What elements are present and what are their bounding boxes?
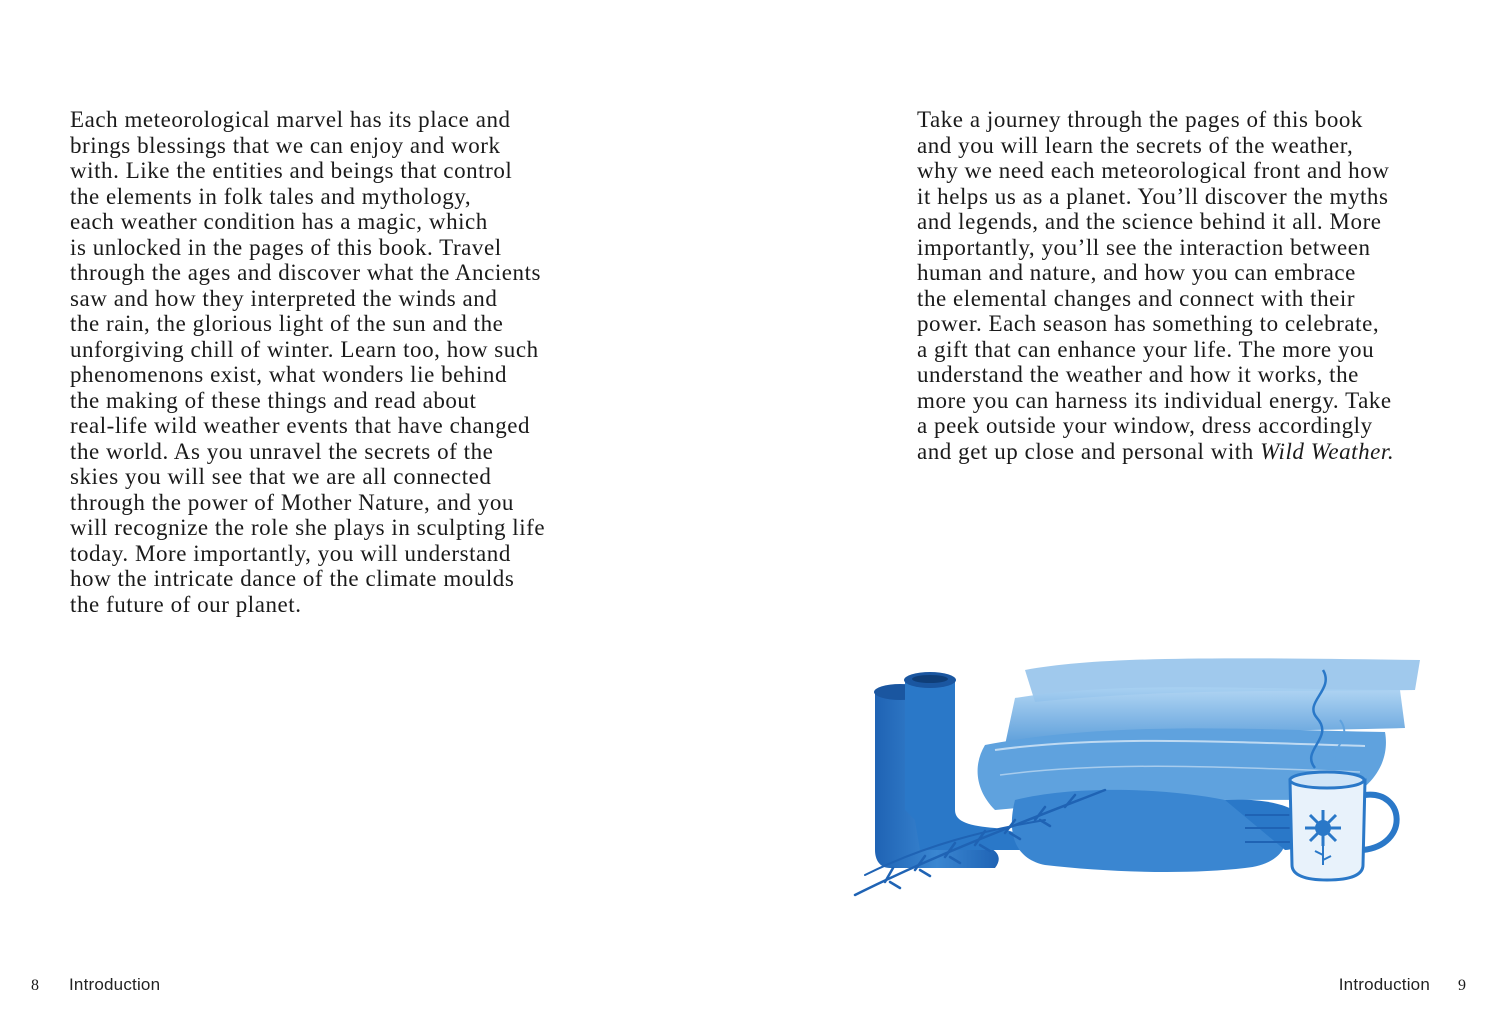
text-line: why we need each meteorological front and how — [917, 158, 1390, 183]
text-line: today. More importantly, you will understand — [70, 540, 511, 566]
text-line: importantly, you’ll see the interaction between — [917, 234, 1371, 260]
text-line: with. Like the entities and beings that control — [70, 158, 513, 183]
text-line: the elements in folk tales and mythology, — [70, 183, 472, 209]
text-line: power. Each season has something to celebrate, — [917, 311, 1380, 336]
right-page-body-text — [917, 107, 1457, 464]
text-line-last — [917, 439, 1457, 465]
text-line: the elemental changes and connect with their — [917, 285, 1356, 311]
running-footer-section: Introduction — [69, 975, 161, 994]
weather-gear-illustration — [845, 650, 1430, 910]
text-line: phenomenons exist, what wonders lie behind — [70, 362, 508, 387]
right-page-footer — [1339, 975, 1466, 995]
text-line: human and nature, and how you can embrace — [917, 260, 1356, 285]
text-line: understand the weather and how it works, the — [917, 362, 1359, 387]
text-line: Take a journey through the pages of this book — [917, 107, 1363, 132]
text-line: the future of our planet. — [70, 591, 302, 617]
text-line: a gift that can enhance your life. The more you — [917, 336, 1375, 362]
text-line: through the ages and discover what the Ancients — [70, 260, 542, 285]
text-line: each weather condition has a magic, which — [70, 209, 488, 234]
text-line: will recognize the role she plays in sculpting life — [70, 515, 546, 540]
text-line: and you will learn the secrets of the weather, — [917, 132, 1354, 158]
left-page-body-text — [70, 107, 590, 617]
gloves-icon — [1012, 790, 1306, 872]
text-line: is unlocked in the pages of this book. Travel — [70, 234, 502, 260]
text-line: unforgiving chill of winter. Learn too, how such — [70, 336, 539, 362]
text-line: how the intricate dance of the climate moulds — [70, 566, 515, 591]
page-number: 8 — [31, 977, 39, 994]
text-line: saw and how they interpreted the winds and — [70, 285, 498, 311]
text-line: the making of these things and read about — [70, 387, 477, 413]
running-footer-section: Introduction — [1338, 975, 1430, 994]
text-line: Each meteorological marvel has its place and — [70, 107, 511, 132]
text-line: through the power of Mother Nature, and you — [70, 489, 514, 515]
text-line: it helps us as a planet. You’ll discover the myths — [917, 183, 1389, 209]
text-line: and legends, and the science behind it all. More — [917, 209, 1382, 234]
text-line: brings blessings that we can enjoy and work — [70, 132, 501, 158]
left-page-footer — [31, 975, 160, 995]
book-title-italic: Wild Weather. — [1260, 438, 1395, 464]
text-line: real-life wild weather events that have changed — [70, 413, 531, 438]
text-line: more you can harness its individual energy. Take — [917, 387, 1392, 413]
text-line: skies you will see that we are all connected — [70, 464, 492, 489]
text-line: the world. As you unravel the secrets of the — [70, 438, 494, 464]
page-number: 9 — [1458, 977, 1466, 994]
text-line-prefix: and get up close and personal with — [917, 438, 1261, 464]
text-line: a peek outside your window, dress accordingly — [917, 413, 1373, 438]
text-line: the rain, the glorious light of the sun and the — [70, 311, 504, 336]
